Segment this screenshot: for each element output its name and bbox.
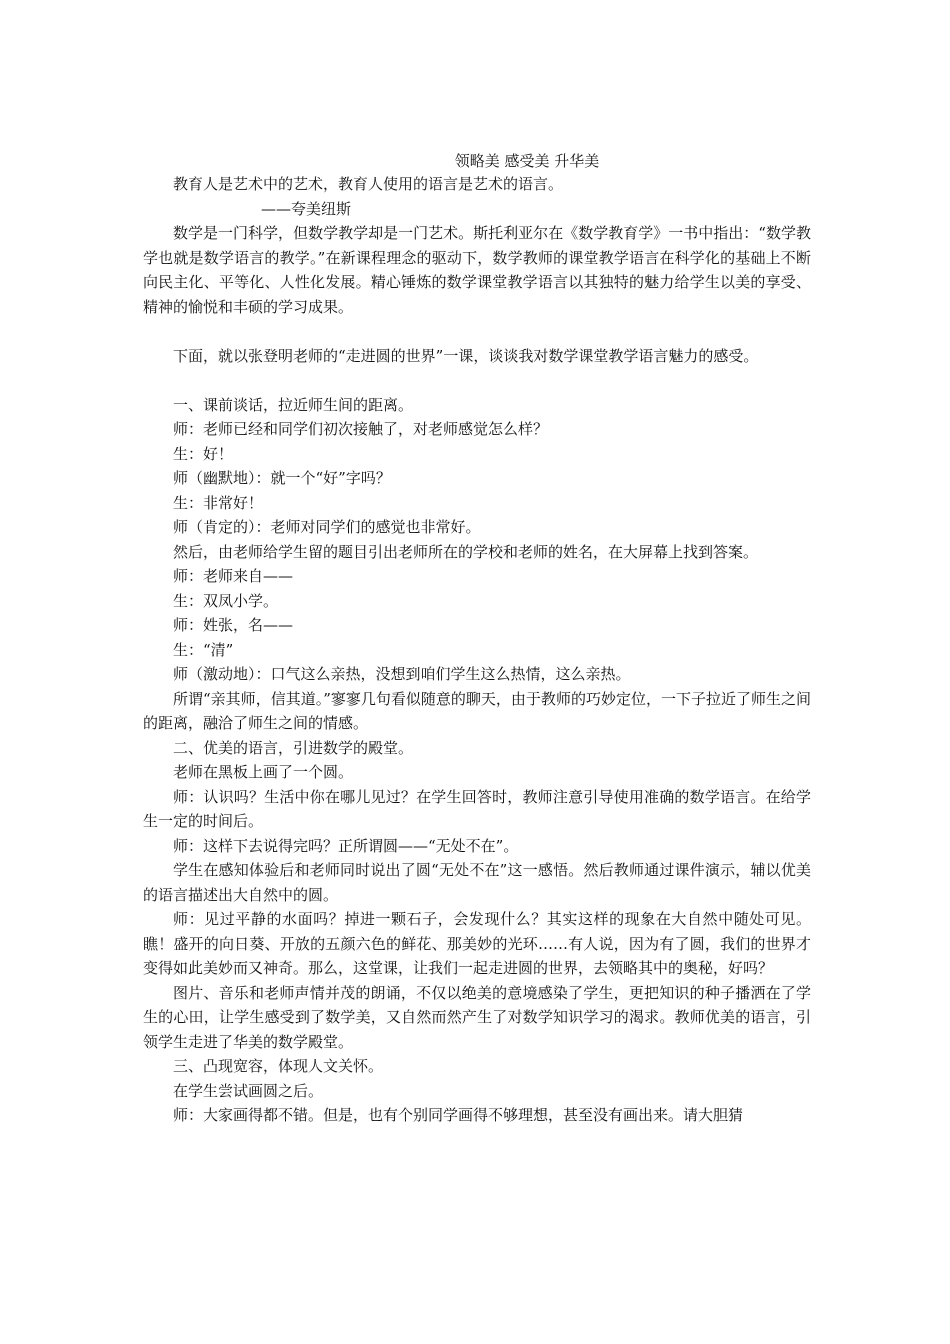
- section-heading-1: 一、课前谈话，拉近师生间的距离。: [173, 395, 414, 414]
- dialogue-line: 生：双凤小学。: [173, 591, 279, 610]
- dialogue-line: 师：老师来自——: [173, 567, 294, 585]
- dialogue-line: 师（幽默地）：就一个“好”字吗？: [173, 469, 391, 487]
- blank-line: [143, 368, 811, 393]
- blank-line: [143, 319, 811, 344]
- dialogue-line: 师：姓张，名——: [173, 616, 294, 634]
- body-paragraph: 老师在黑板上画了一个圆。: [173, 763, 354, 781]
- body-paragraph: 在学生尝试画圆之后。: [173, 1081, 324, 1100]
- epigraph: 教育人是艺术中的艺术，教育人使用的语言是艺术的语言。: [173, 175, 564, 193]
- dialogue-line: 生：“清”: [173, 640, 234, 659]
- body-paragraph: 图片、音乐和老师声情并茂的朗诵，不仅以绝美的意境感染了学生，更把知识的种子播洒在了学生的心田，让学生感受到了数学美，又自然而然产生了对数学知识学习的渴求。教师优美的语言，引领学生走进了华美的数学殿堂。: [143, 983, 811, 1051]
- section-heading-3: 三、凸现宽容，体现人文关怀。: [173, 1057, 384, 1075]
- dialogue-line: 师：见过平静的水面吗？掉进一颗石子，会发现什么？其实这样的现象在大自然中随处可见。瞧！盛开的向日葵、开放的五颜六色的鲜花、那美妙的光环……有人说，因为有了圆，我们的世界才变得如此美妙而又神奇。那么，这堂课，让我们一起走进圆的世界，去领略其中的奥秘，好吗？: [143, 910, 811, 977]
- dialogue-line: 师：老师已经和同学们初次接触了，对老师感觉怎么样？: [173, 420, 549, 438]
- dialogue-line: 师（激动地）：口气这么亲热，没想到咱们学生这么热情，这么亲热。: [173, 665, 631, 683]
- dialogue-line: 师：大家画得都不错。但是，也有个别同学画得不够理想，甚至没有画出来。请大胆猜: [173, 1106, 744, 1124]
- epigraph-attribution: ——夸美纽斯: [261, 199, 352, 218]
- dialogue-line: 生：非常好！: [173, 493, 264, 512]
- lead-paragraph: 下面，就以张登明老师的“走进圆的世界”一课，谈谈我对数学课堂教学语言魅力的感受。: [173, 346, 759, 365]
- dialogue-line: 师：这样下去说得完吗？正所谓圆——“无处不在”。: [173, 836, 519, 855]
- body-paragraph: 学生在感知体验后和老师同时说出了圆“无处不在”这一感悟。然后教师通过课件演示，辅以优美的语言描述出大自然中的圆。: [143, 861, 811, 904]
- document-page: [143, 150, 811, 1128]
- document-title: 领略美 感受美 升华美: [454, 152, 600, 170]
- dialogue-line: 生：好！: [173, 444, 234, 463]
- body-paragraph: 所谓“亲其师，信其道。”寥寥几句看似随意的聊天，由于教师的巧妙定位，一下子拉近了师生之间的距离，融洽了师生之间的情感。: [143, 689, 811, 732]
- dialogue-line: 师：认识吗？生活中你在哪儿见过？在学生回答时，教师注意引导使用准确的数学语言。在给学生一定的时间后。: [143, 787, 811, 830]
- intro-paragraph: 数学是一门科学，但数学教学却是一门艺术。斯托利亚尔在《数学教育学》一书中指出：“数学教学也就是数学语言的教学。”在新课程理念的驱动下，数学教师的课堂教学语言在科学化的基础上不断向民主化、平等化、人性化发展。精心锤炼的数学课堂教学语言以其独特的魅力给学生以美的享受、精神的愉悦和丰硕的学习成果。: [143, 224, 811, 316]
- body-paragraph: 然后，由老师给学生留的题目引出老师所在的学校和老师的姓名，在大屏幕上找到答案。: [173, 542, 759, 561]
- dialogue-line: 师（肯定的）：老师对同学们的感觉也非常好。: [173, 518, 481, 536]
- section-heading-2: 二、优美的语言，引进数学的殿堂。: [173, 738, 414, 757]
